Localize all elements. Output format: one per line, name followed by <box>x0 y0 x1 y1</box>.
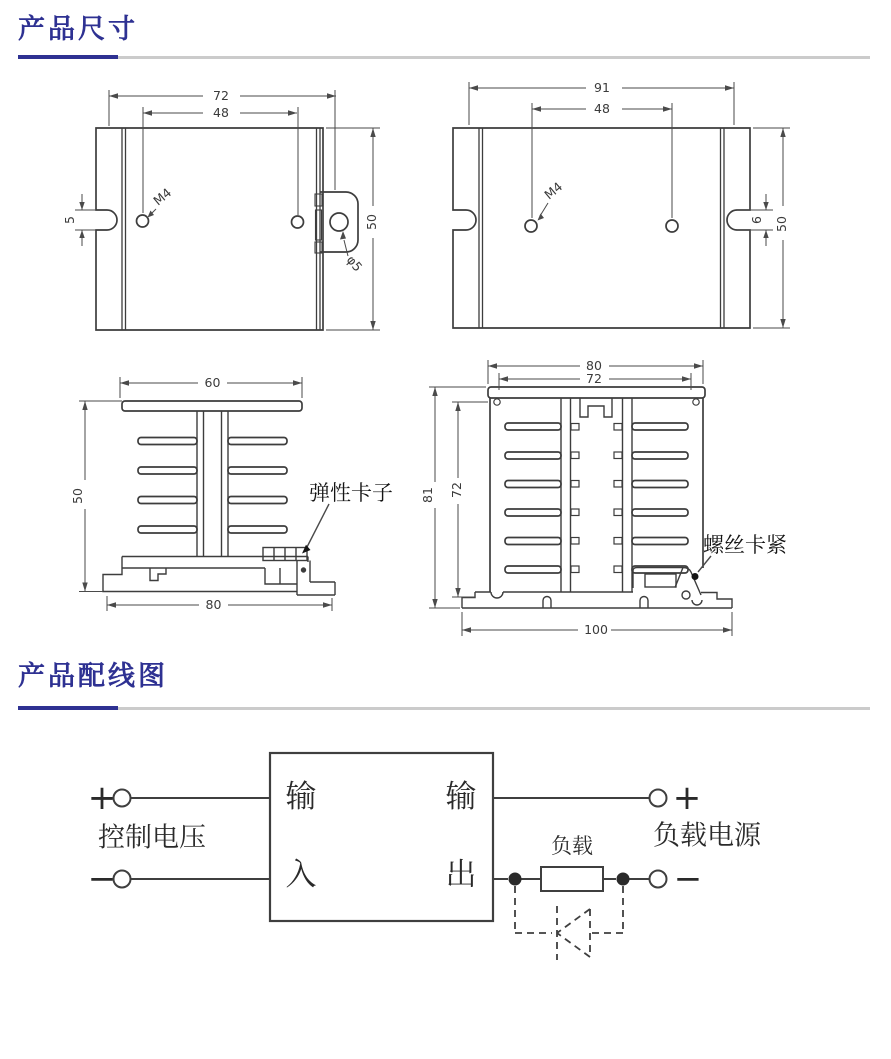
hole-size-label: M4 <box>150 184 175 209</box>
mounting-hole-left <box>525 220 537 232</box>
drawing-top-view-large <box>420 75 815 350</box>
relay-input-char2: 入 <box>285 857 317 893</box>
heatsink-outline <box>462 387 732 608</box>
load-minus-sign: − <box>673 859 703 899</box>
section-rule-gray-2 <box>18 707 870 710</box>
dim-label-top-outer: 80 <box>586 358 602 373</box>
dimension-lines <box>75 90 380 330</box>
dimension-arrows <box>469 85 786 328</box>
relay-output-char1: 输 <box>445 779 477 815</box>
dim-label-height: 50 <box>364 214 379 230</box>
drawing-heatsink-small <box>55 358 410 620</box>
wiring-diagram <box>60 735 850 1015</box>
mounting-hole-right <box>666 220 678 232</box>
dimension-lines <box>469 82 790 328</box>
dim-label-top-inner: 72 <box>586 371 602 386</box>
relay-output-char2: 出 <box>445 857 477 893</box>
load-power-label: 负载电源 <box>653 820 761 852</box>
screw-clamp-callout: 螺丝卡紧 <box>703 533 787 557</box>
dim-label-width: 91 <box>594 80 610 95</box>
heatsink-top-plate <box>488 387 705 398</box>
dim-label-base-width: 80 <box>205 597 222 612</box>
dim-label-slot: 5 <box>62 216 77 224</box>
drawing-top-view-small <box>55 78 400 348</box>
tab-hole-size-label: φ5 <box>343 252 366 275</box>
mounting-hole-left <box>137 215 149 227</box>
din-rail-base <box>103 557 335 596</box>
mounting-hole-right <box>292 216 304 228</box>
terminal-load-minus <box>650 871 667 888</box>
section-rule-accent <box>18 55 118 59</box>
section-rule-accent-2 <box>18 706 118 710</box>
terminal-load-plus <box>650 790 667 807</box>
ssr-body-outline <box>453 128 750 328</box>
load-resistor <box>541 867 603 891</box>
section-title-dimensions: 产品尺寸 <box>18 14 138 45</box>
ssr-body-outline <box>96 128 358 330</box>
control-voltage-label: 控制电压 <box>98 822 206 854</box>
relay-input-char1: 输 <box>285 779 317 815</box>
mounting-slot <box>580 398 612 417</box>
inner-fin-nubs <box>571 424 622 573</box>
control-plus-sign: + <box>87 778 117 818</box>
heatsink-outline <box>103 401 335 595</box>
section-rule-gray <box>18 56 870 59</box>
dim-label-height-outer: 81 <box>420 487 435 503</box>
spring-clip-callout: 弹性卡子 <box>309 481 393 505</box>
dim-label-height: 50 <box>70 488 85 504</box>
load-plus-sign: + <box>672 778 702 818</box>
control-minus-sign: − <box>87 859 117 899</box>
section-title-wiring: 产品配线图 <box>18 661 168 692</box>
dim-label-top-width: 60 <box>204 375 221 390</box>
dim-label-hole-span: 48 <box>213 105 229 120</box>
dim-label-base-width: 100 <box>584 622 608 637</box>
dim-label-width: 72 <box>213 88 229 103</box>
dimension-lines <box>79 377 332 611</box>
freewheel-diode-dashed <box>515 886 623 960</box>
mounting-tab <box>320 192 358 252</box>
drawing-heatsink-large <box>415 345 820 645</box>
tab-hole <box>330 213 348 231</box>
dimension-arrows <box>82 380 332 608</box>
dim-label-height: 50 <box>774 216 789 232</box>
load-label: 负载 <box>551 834 593 858</box>
heatsink-fins <box>138 438 287 534</box>
heatsink-fins <box>505 423 688 573</box>
dim-label-height-inner: 72 <box>449 482 464 498</box>
dim-label-slot: 6 <box>749 216 764 224</box>
dim-label-hole-span: 48 <box>594 101 610 116</box>
spring-clip <box>263 548 307 573</box>
heatsink-top-plate <box>122 401 302 411</box>
hole-size-label: M4 <box>541 178 566 203</box>
